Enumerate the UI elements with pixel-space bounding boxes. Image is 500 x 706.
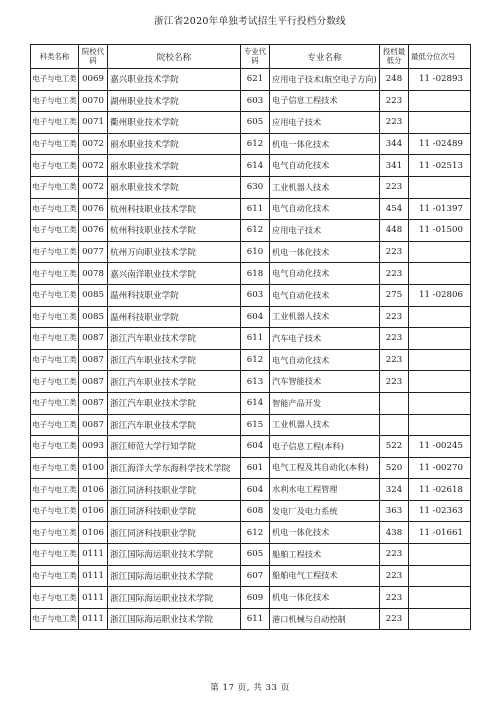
header-school-name: 院校名称 [108, 45, 241, 69]
cell-category: 电子与电工类 [31, 176, 79, 198]
cell-category: 电子与电工类 [31, 392, 79, 414]
cell-school-code: 0111 [79, 565, 108, 587]
cell-major-name: 工业机器人技术 [270, 306, 380, 328]
cell-school-code: 0106 [79, 522, 108, 544]
table-row [31, 263, 471, 285]
cell-category: 电子与电工类 [31, 69, 79, 91]
cell-min-score: 223 [380, 565, 409, 587]
cell-min-rank [409, 112, 471, 134]
table-row [31, 436, 471, 458]
cell-min-score [380, 414, 409, 436]
table-row [31, 414, 471, 436]
cell-school-name: 嘉兴职业技术学院 [108, 69, 241, 91]
cell-category: 电子与电工类 [31, 133, 79, 155]
cell-school-name: 浙江国际海运职业技术学院 [108, 565, 241, 587]
cell-major-name: 电子信息工程技术 [270, 90, 380, 112]
cell-major-name: 应用电子技术(航空电子方向) [270, 69, 380, 91]
cell-school-name: 浙江汽车职业技术学院 [108, 392, 241, 414]
cell-major-name: 工业机器人技术 [270, 414, 380, 436]
cell-school-code: 0072 [79, 176, 108, 198]
cell-school-name: 浙江汽车职业技术学院 [108, 371, 241, 393]
cell-major-name: 应用电子技术 [270, 112, 380, 134]
table-row [31, 90, 471, 112]
cell-min-rank [409, 565, 471, 587]
cell-major-name: 机电一体化技术 [270, 587, 380, 609]
cell-min-rank: 11 -02618 [409, 479, 471, 501]
cell-min-rank [409, 349, 471, 371]
cell-min-rank: 11 -00270 [409, 457, 471, 479]
cell-min-score: 223 [380, 90, 409, 112]
cell-major-name: 智能产品开发 [270, 392, 380, 414]
cell-min-score: 454 [380, 198, 409, 220]
cell-school-name: 嘉兴南洋职业技术学院 [108, 263, 241, 285]
header-min-score: 投档最低分 [380, 45, 409, 69]
cell-school-code: 0087 [79, 392, 108, 414]
cell-school-name: 浙江海洋大学东海科学技术学院 [108, 457, 241, 479]
cell-min-score: 248 [380, 69, 409, 91]
cell-min-rank [409, 392, 471, 414]
cell-major-code: 605 [241, 544, 270, 566]
cell-category: 电子与电工类 [31, 112, 79, 134]
cell-major-code: 614 [241, 155, 270, 177]
cell-min-score: 344 [380, 133, 409, 155]
cell-category: 电子与电工类 [31, 90, 79, 112]
cell-school-name: 湖州职业技术学院 [108, 90, 241, 112]
table-row [31, 565, 471, 587]
cell-school-code: 0085 [79, 284, 108, 306]
page-footer: 第 17 页, 共 33 页 [210, 683, 290, 693]
cell-major-code: 612 [241, 522, 270, 544]
cell-major-code: 604 [241, 436, 270, 458]
cell-major-code: 614 [241, 392, 270, 414]
cell-major-code: 604 [241, 479, 270, 501]
cell-min-score: 520 [380, 457, 409, 479]
cell-min-score: 363 [380, 500, 409, 522]
table-row [31, 241, 471, 263]
table-row [31, 479, 471, 501]
cell-school-name: 丽水职业技术学院 [108, 133, 241, 155]
cell-major-name: 电气自动化技术 [270, 198, 380, 220]
cell-min-rank: 11 -01397 [409, 198, 471, 220]
cell-category: 电子与电工类 [31, 414, 79, 436]
table-row [31, 371, 471, 393]
cell-school-code: 0106 [79, 479, 108, 501]
cell-school-code: 0087 [79, 371, 108, 393]
cell-school-name: 浙江国际海运职业技术学院 [108, 608, 241, 630]
cell-major-code: 630 [241, 176, 270, 198]
cell-min-rank [409, 587, 471, 609]
cell-major-code: 604 [241, 306, 270, 328]
cell-school-code: 0077 [79, 241, 108, 263]
cell-major-name: 发电厂及电力系统 [270, 500, 380, 522]
cell-min-score: 223 [380, 328, 409, 350]
cell-school-code: 0076 [79, 220, 108, 242]
cell-category: 电子与电工类 [31, 371, 79, 393]
cell-min-score: 223 [380, 306, 409, 328]
table-row [31, 328, 471, 350]
cell-major-code: 605 [241, 112, 270, 134]
cell-school-code: 0111 [79, 608, 108, 630]
cell-category: 电子与电工类 [31, 500, 79, 522]
cell-major-code: 612 [241, 220, 270, 242]
cell-school-name: 杭州科技职业技术学院 [108, 220, 241, 242]
header-min-rank: 最低分位次号 [409, 45, 471, 69]
cell-min-rank [409, 306, 471, 328]
cell-major-code: 611 [241, 328, 270, 350]
cell-category: 电子与电工类 [31, 349, 79, 371]
cell-min-score: 341 [380, 155, 409, 177]
cell-school-name: 浙江国际海运职业技术学院 [108, 587, 241, 609]
header-category: 科类名称 [31, 45, 79, 69]
cell-major-code: 608 [241, 500, 270, 522]
cell-min-rank [409, 263, 471, 285]
cell-category: 电子与电工类 [31, 608, 79, 630]
cell-school-code: 0069 [79, 69, 108, 91]
cell-major-code: 612 [241, 349, 270, 371]
cell-major-code: 615 [241, 414, 270, 436]
table-row [31, 69, 471, 91]
cell-category: 电子与电工类 [31, 436, 79, 458]
table-row [31, 220, 471, 242]
cell-school-name: 温州科技职业学院 [108, 284, 241, 306]
cell-major-code: 618 [241, 263, 270, 285]
cell-school-code: 0087 [79, 414, 108, 436]
cell-school-code: 0085 [79, 306, 108, 328]
table-row [31, 500, 471, 522]
cell-major-name: 机电一体化技术 [270, 133, 380, 155]
cell-min-score: 324 [380, 479, 409, 501]
cell-school-code: 0087 [79, 349, 108, 371]
cell-school-code: 0093 [79, 436, 108, 458]
cell-school-code: 0072 [79, 133, 108, 155]
cell-school-name: 丽水职业技术学院 [108, 155, 241, 177]
table-row [31, 133, 471, 155]
cell-category: 电子与电工类 [31, 522, 79, 544]
cell-major-name: 汽车智能技术 [270, 371, 380, 393]
cell-school-name: 浙江汽车职业技术学院 [108, 349, 241, 371]
table-row [31, 457, 471, 479]
cell-school-code: 0111 [79, 587, 108, 609]
cell-school-name: 浙江汽车职业技术学院 [108, 414, 241, 436]
cell-major-code: 611 [241, 608, 270, 630]
table-header-row [31, 45, 471, 69]
cell-category: 电子与电工类 [31, 565, 79, 587]
cell-major-name: 汽车电子技术 [270, 328, 380, 350]
cell-min-score: 223 [380, 587, 409, 609]
cell-min-score: 223 [380, 349, 409, 371]
header-school-code: 院校代码 [79, 45, 108, 69]
cell-category: 电子与电工类 [31, 284, 79, 306]
cell-min-score: 522 [380, 436, 409, 458]
cell-min-rank: 11 -01500 [409, 220, 471, 242]
cell-min-score [380, 392, 409, 414]
cell-school-code: 0070 [79, 90, 108, 112]
cell-min-rank [409, 176, 471, 198]
cell-min-rank: 11 -02806 [409, 284, 471, 306]
cell-min-rank [409, 328, 471, 350]
cell-category: 电子与电工类 [31, 155, 79, 177]
cell-school-name: 浙江同济科技职业学院 [108, 479, 241, 501]
cell-category: 电子与电工类 [31, 198, 79, 220]
cell-major-code: 607 [241, 565, 270, 587]
table-row [31, 112, 471, 134]
cell-school-code: 0072 [79, 155, 108, 177]
cell-min-rank: 11 -02893 [409, 69, 471, 91]
cell-min-score: 275 [380, 284, 409, 306]
cell-major-code: 612 [241, 133, 270, 155]
table-row [31, 176, 471, 198]
cell-school-code: 0106 [79, 500, 108, 522]
cell-major-name: 船舶电气工程技术 [270, 565, 380, 587]
page-title: 浙江省2020年单独考试招生平行投档分数线 [154, 16, 346, 27]
cell-school-code: 0078 [79, 263, 108, 285]
cell-major-code: 621 [241, 69, 270, 91]
cell-school-name: 浙江同济科技职业学院 [108, 500, 241, 522]
cell-min-score: 223 [380, 112, 409, 134]
cell-school-code: 0071 [79, 112, 108, 134]
cell-major-name: 船舶工程技术 [270, 544, 380, 566]
cell-major-name: 电气工程及其自动化(本科) [270, 457, 380, 479]
cell-school-code: 0076 [79, 198, 108, 220]
cell-major-name: 电气自动化技术 [270, 349, 380, 371]
header-major-name: 专业名称 [270, 45, 380, 69]
cell-school-code: 0111 [79, 544, 108, 566]
cell-major-name: 港口机械与自动控制 [270, 608, 380, 630]
cell-major-name: 水利水电工程管理 [270, 479, 380, 501]
cell-major-name: 电气自动化技术 [270, 263, 380, 285]
cell-min-rank [409, 608, 471, 630]
cell-school-code: 0087 [79, 328, 108, 350]
cell-category: 电子与电工类 [31, 457, 79, 479]
cell-category: 电子与电工类 [31, 587, 79, 609]
cell-min-score: 438 [380, 522, 409, 544]
cell-major-code: 610 [241, 241, 270, 263]
cell-category: 电子与电工类 [31, 220, 79, 242]
cell-min-score: 223 [380, 263, 409, 285]
cell-min-rank [409, 241, 471, 263]
cell-min-score: 223 [380, 608, 409, 630]
table-row [31, 306, 471, 328]
cell-major-code: 609 [241, 587, 270, 609]
cell-min-score: 223 [380, 176, 409, 198]
header-major-code: 专业代码 [241, 45, 270, 69]
cell-major-name: 机电一体化技术 [270, 522, 380, 544]
table-row [31, 155, 471, 177]
score-table [30, 44, 471, 630]
cell-category: 电子与电工类 [31, 479, 79, 501]
table-row [31, 349, 471, 371]
table-row [31, 392, 471, 414]
table-row [31, 544, 471, 566]
cell-school-name: 浙江师范大学行知学院 [108, 436, 241, 458]
cell-major-name: 电气自动化技术 [270, 284, 380, 306]
cell-school-name: 温州科技职业学院 [108, 306, 241, 328]
cell-major-name: 工业机器人技术 [270, 176, 380, 198]
cell-major-name: 电气自动化技术 [270, 155, 380, 177]
table-body [31, 69, 471, 630]
table-row [31, 198, 471, 220]
cell-major-code: 613 [241, 371, 270, 393]
cell-min-rank: 11 -00245 [409, 436, 471, 458]
cell-category: 电子与电工类 [31, 328, 79, 350]
cell-min-rank [409, 544, 471, 566]
cell-major-code: 601 [241, 457, 270, 479]
cell-major-code: 603 [241, 90, 270, 112]
cell-category: 电子与电工类 [31, 263, 79, 285]
cell-school-name: 衢州职业技术学院 [108, 112, 241, 134]
cell-min-score: 223 [380, 241, 409, 263]
cell-school-name: 浙江国际海运职业技术学院 [108, 544, 241, 566]
table-row [31, 608, 471, 630]
cell-min-rank [409, 90, 471, 112]
cell-category: 电子与电工类 [31, 306, 79, 328]
cell-min-rank: 11 -02489 [409, 133, 471, 155]
cell-school-name: 浙江同济科技职业学院 [108, 522, 241, 544]
cell-school-name: 浙江汽车职业技术学院 [108, 328, 241, 350]
cell-major-code: 603 [241, 284, 270, 306]
cell-category: 电子与电工类 [31, 544, 79, 566]
cell-school-name: 丽水职业技术学院 [108, 176, 241, 198]
cell-category: 电子与电工类 [31, 241, 79, 263]
table-row [31, 284, 471, 306]
cell-min-score: 448 [380, 220, 409, 242]
cell-min-rank [409, 371, 471, 393]
cell-school-code: 0100 [79, 457, 108, 479]
cell-min-rank: 11 -01661 [409, 522, 471, 544]
cell-school-name: 杭州科技职业技术学院 [108, 198, 241, 220]
cell-min-score: 223 [380, 544, 409, 566]
table-row [31, 587, 471, 609]
cell-min-rank: 11 -02513 [409, 155, 471, 177]
cell-min-score: 223 [380, 371, 409, 393]
cell-major-name: 机电一体化技术 [270, 241, 380, 263]
cell-min-rank: 11 -02363 [409, 500, 471, 522]
cell-major-name: 应用电子技术 [270, 220, 380, 242]
cell-min-rank [409, 414, 471, 436]
cell-major-name: 电子信息工程(本科) [270, 436, 380, 458]
cell-major-code: 611 [241, 198, 270, 220]
table-row [31, 522, 471, 544]
cell-school-name: 杭州万向职业技术学院 [108, 241, 241, 263]
